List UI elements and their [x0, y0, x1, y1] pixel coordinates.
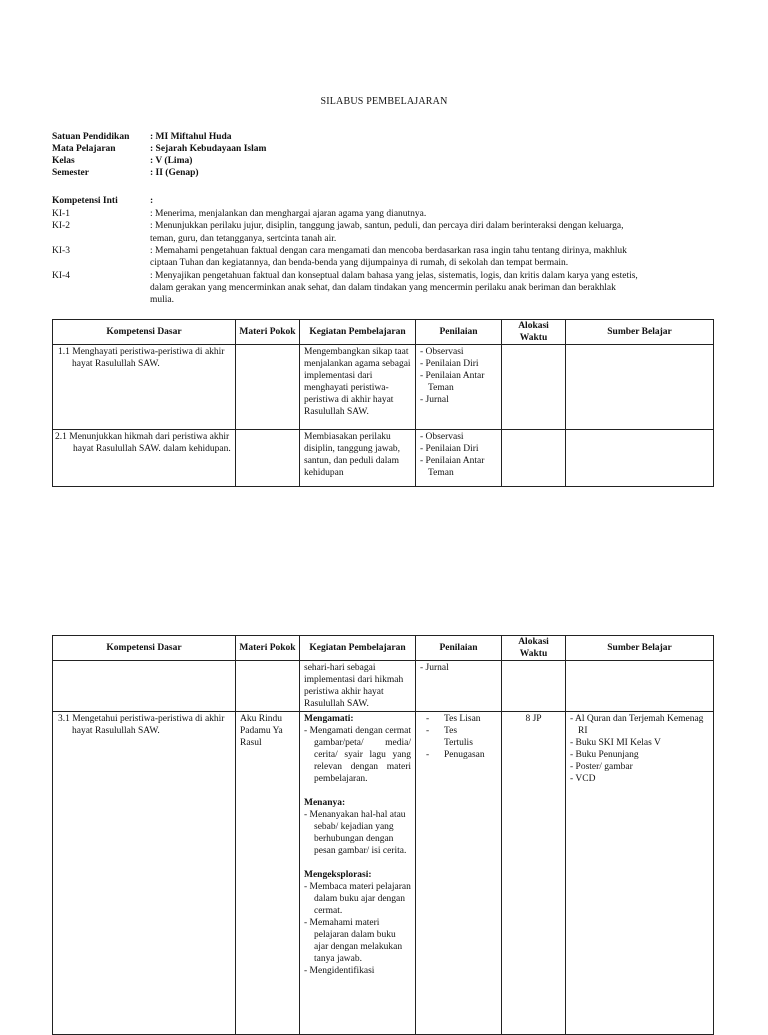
penilaian-item: - Penilaian Antar Teman [420, 455, 497, 479]
sumber-item: - Buku SKI MI Kelas V [570, 737, 709, 749]
sumber-item: - VCD [570, 773, 709, 785]
ki-text: : Menerima, menjalankan dan menghargai ajaran agama yang dianutnya. [150, 209, 427, 219]
penilaian-cell [416, 712, 502, 1035]
ki-item [52, 245, 722, 270]
kd-cell [53, 661, 236, 712]
sumber-cell [566, 430, 714, 487]
alokasi-cell [502, 661, 566, 712]
kd-cell: 1.1 Menghayati peristiwa-peristiwa di akhir hayat Rasulullah SAW. [53, 345, 236, 430]
identity-value: : Sejarah Kebudayaan Islam [150, 144, 267, 154]
header-kompetensi-dasar: Kompetensi Dasar [53, 320, 236, 345]
identity-value: : V (Lima) [150, 156, 193, 166]
header-alokasi: Alokasi Waktu [502, 320, 566, 345]
materi-cell [236, 345, 300, 430]
penilaian-cell [416, 345, 502, 430]
materi-cell: Aku Rindu Padamu Ya Rasul [236, 712, 300, 1035]
table-header-row [53, 320, 714, 345]
ki-text: : Memahami pengetahuan faktual dengan cara mengamati dan mencoba berdasarkan rasa ingin tahu tentang dirinya, makhluk ciptaan Tuhan dan kegiatannya, dan benda-benda yang dijumpainya di rumah, di sekolah dan tempat bermain. [150, 246, 627, 269]
penilaian-item: - Jurnal [420, 394, 497, 406]
document-title: SILABUS PEMBELAJARAN [320, 96, 448, 107]
ki-item [52, 270, 722, 307]
penilaian-item: - Tes Lisan [426, 714, 481, 724]
kegiatan-item: - Mengidentifikasi [304, 965, 411, 977]
kegiatan-item: - Mengamati dengan cermat gambar/peta/ media/ cerita/ syair lagu yang relevan dengan materi pembelajaran. [304, 725, 411, 785]
header-alokasi: Alokasi Waktu [502, 636, 566, 661]
penilaian-cell [416, 430, 502, 487]
header-sumber: Sumber Belajar [566, 320, 714, 345]
alokasi-cell [502, 345, 566, 430]
ki-heading [52, 195, 153, 207]
kegiatan-cell: Mengembangkan sikap taat menjalankan agama sebagai implementasi dari menghayati peristiwa-peristiwa di akhir hayat Rasulullah SAW. [300, 345, 416, 430]
ki-item [52, 220, 722, 245]
kegiatan-cell: Membiasakan perilaku disiplin, tanggung jawab, santun, dan peduli dalam kehidupan [300, 430, 416, 487]
sumber-item: - Al Quran dan Terjemah Kemenag RI [570, 713, 709, 737]
sumber-item: - Buku Penunjang [570, 749, 709, 761]
identity-row [52, 155, 266, 167]
kd-cell: 3.1 Mengetahui peristiwa-peristiwa di akhir hayat Rasulullah SAW. [53, 712, 236, 1035]
header-materi-pokok: Materi Pokok [236, 636, 300, 661]
header-penilaian: Penilaian [416, 636, 502, 661]
ki-code: KI-3 [52, 246, 70, 257]
kegiatan-item: - Menanyakan hal-hal atau sebab/ kejadian yang berhubungan dengan pesan gambar/ isi cerita. [304, 809, 411, 857]
penilaian-item: - Penilaian Diri [420, 443, 497, 455]
identity-value: : MI Miftahul Huda [150, 132, 232, 142]
identity-value: : II (Genap) [150, 168, 199, 178]
table-header-row [53, 636, 714, 661]
identity-key: Mata Pelajaran [52, 144, 116, 154]
materi-cell [236, 430, 300, 487]
penilaian-item: - Tes Tertulis [426, 726, 473, 748]
penilaian-item: - Penilaian Diri [420, 358, 497, 370]
kegiatan-cell [300, 712, 416, 1035]
ki-text: : Menyajikan pengetahuan faktual dan konseptual dalam bahasa yang jelas, sistematis, logis, dan kritis dalam karya yang estetis, dalam gerakan yang mencerminkan anak sehat, dan dalam tindakan yang mencermin perilaku anak beriman dan berakhlak mulia. [150, 270, 638, 306]
table-row [53, 712, 714, 1035]
alokasi-cell [502, 430, 566, 487]
syllabus-table-2 [52, 635, 714, 1035]
table-row [53, 430, 714, 487]
header-kegiatan: Kegiatan Pembelajaran [300, 636, 416, 661]
header-materi-pokok: Materi Pokok [236, 320, 300, 345]
table-row [53, 661, 714, 712]
eksplorasi-label: Mengeksplorasi: [304, 870, 372, 880]
syllabus-table-1 [52, 319, 714, 487]
ki-item [52, 208, 722, 220]
penilaian-item: - Penilaian Antar Teman [420, 370, 497, 394]
identity-key: Satuan Pendidikan [52, 132, 130, 142]
header-sumber: Sumber Belajar [566, 636, 714, 661]
penilaian-item: - Observasi [420, 431, 497, 443]
ki-text: : Menunjukkan perilaku jujur, disiplin, tanggung jawab, santun, peduli, dan percaya diri dalam berinteraksi dengan keluarga, teman, guru, dan tetangganya, sertcinta tanah air. [150, 221, 624, 244]
header-penilaian: Penilaian [416, 320, 502, 345]
sumber-cell [566, 661, 714, 712]
ki-code: KI-1 [52, 209, 70, 219]
penilaian-cell [416, 661, 502, 712]
menanya-label: Menanya: [304, 798, 346, 808]
alokasi-cell: 8 JP [502, 712, 566, 1035]
mengamati-label: Mengamati: [304, 714, 354, 724]
header-kegiatan: Kegiatan Pembelajaran [300, 320, 416, 345]
ki-code: KI-4 [52, 270, 70, 281]
kegiatan-item: - Memahami materi pelajaran dalam buku ajar dengan melakukan tanya jawab. [304, 917, 411, 965]
kegiatan-cell: sehari-hari sebagai implementasi dari hikmah peristiwa akhir hayat Rasulullah SAW. [300, 661, 416, 712]
kd-cell: 2.1 Menunjukkan hikmah dari peristiwa akhir hayat Rasulullah SAW. dalam kehidupan. [53, 430, 236, 487]
penilaian-item: - Jurnal [420, 662, 497, 674]
materi-cell [236, 661, 300, 712]
identity-key: Semester [52, 168, 89, 178]
ki-heading-key: Kompetensi Inti [52, 196, 118, 206]
penilaian-item: - Observasi [420, 346, 497, 358]
identity-key: Kelas [52, 156, 75, 166]
identity-row [52, 167, 266, 179]
ki-heading-colon: : [150, 196, 154, 206]
table-row [53, 345, 714, 430]
ki-list [52, 208, 722, 307]
identity-block [52, 131, 266, 179]
kegiatan-item: - Membaca materi pelajaran dalam buku ajar dengan cermat. [304, 881, 411, 917]
penilaian-item: - Penugasan [426, 750, 485, 760]
sumber-item: - Poster/ gambar [570, 761, 709, 773]
header-kompetensi-dasar: Kompetensi Dasar [53, 636, 236, 661]
sumber-cell [566, 345, 714, 430]
identity-row [52, 143, 266, 155]
sumber-cell [566, 712, 714, 1035]
ki-code: KI-2 [52, 221, 70, 232]
identity-row [52, 131, 266, 143]
